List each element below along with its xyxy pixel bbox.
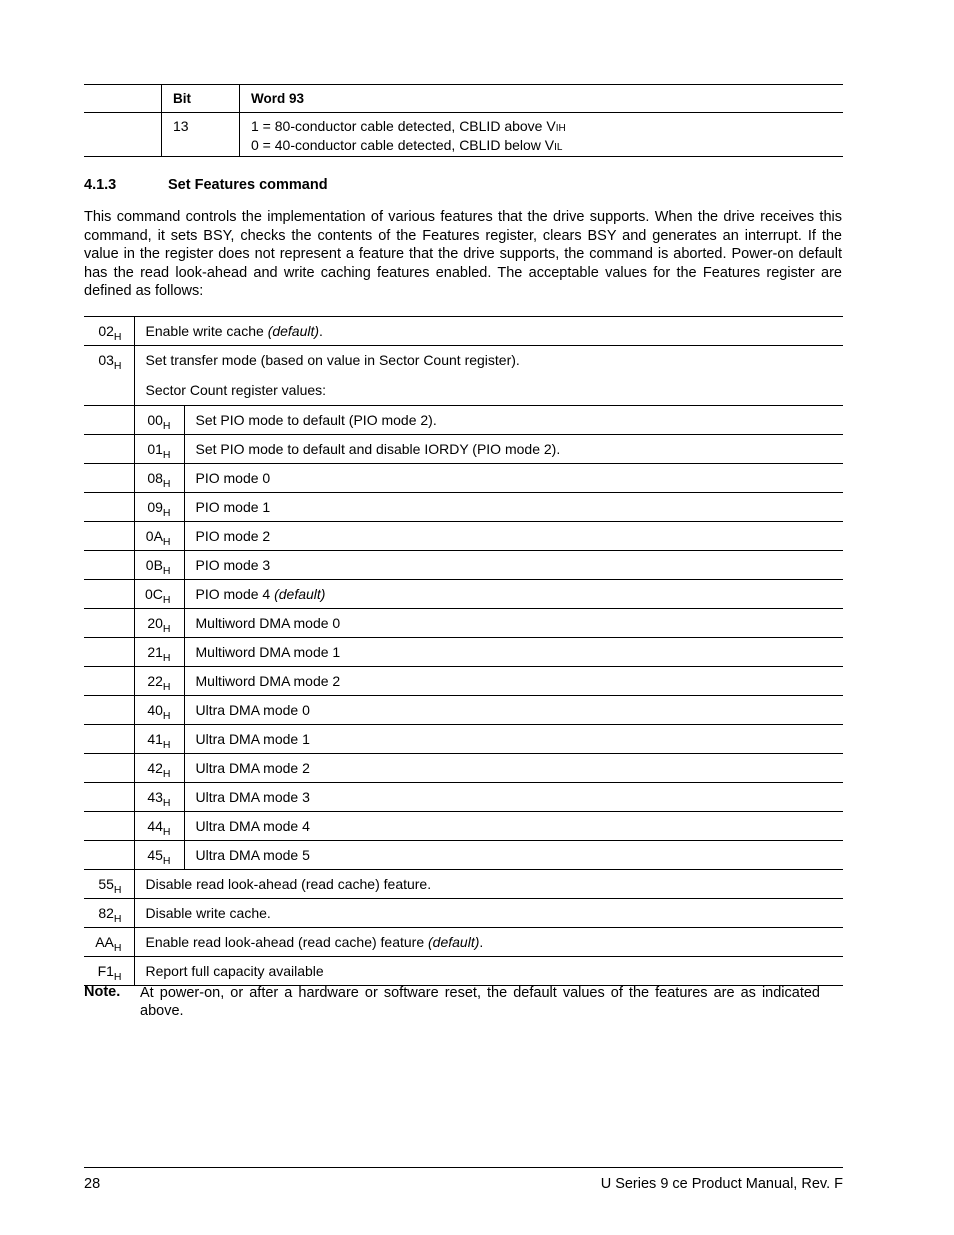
feature-description: Disable write cache. (134, 899, 843, 928)
section-paragraph: This command controls the implementation of various features that the drive supports. When the drive receives this command, it sets BSY, checks the contents of the Features register, clears BSY and generates an interrupt. If the value in the register does not represent a feature that the drive supports, the command is aborted. Power-on default has the read look-ahead and write caching features enabled. The acceptable values for the Features register are defined as follows: (84, 209, 842, 300)
bit-description (240, 113, 844, 157)
sector-count-code: $42_H$ (134, 754, 184, 783)
feature-code: $F1_H$ (84, 957, 134, 986)
feature-code: $82_H$ (84, 899, 134, 928)
table-blank-cell (84, 522, 134, 551)
table-row (84, 580, 843, 609)
table-row (84, 464, 843, 493)
bit-value: 13 (162, 113, 240, 157)
feature-description: Disable read look-ahead (read cache) feature. (134, 870, 843, 899)
sector-count-description: PIO mode 4 (default) (184, 580, 843, 609)
feature-description: Enable write cache (default). (134, 317, 843, 346)
table-row (84, 841, 843, 870)
desc-line-2: Sector Count register values: (145, 382, 327, 398)
table-blank-cell (84, 638, 134, 667)
table-blank-cell (84, 667, 134, 696)
sector-count-code: $01_H$ (134, 435, 184, 464)
table-row (84, 696, 843, 725)
table-row (84, 754, 843, 783)
sector-count-code: $08_H$ (134, 464, 184, 493)
table-blank-cell (84, 812, 134, 841)
sector-count-code: $45_H$ (134, 841, 184, 870)
table-row (84, 957, 843, 986)
desc-line: Set transfer mode (based on value in Sector Count register). (145, 352, 520, 368)
table-row (84, 493, 843, 522)
table-row (84, 725, 843, 754)
feature-description: Enable read look-ahead (read cache) feature (default). (134, 928, 843, 957)
desc-line-1: 1 = 80-conductor cable detected, CBLID above V (251, 118, 556, 134)
sector-count-code: $40_H$ (134, 696, 184, 725)
feature-description: Report full capacity available (134, 957, 843, 986)
desc-line-1-sub: IH (555, 123, 566, 134)
feature-code: $AA_H$ (84, 928, 134, 957)
desc-line-2: 0 = 40-conductor cable detected, CBLID below V (251, 137, 555, 153)
table-blank-cell (84, 493, 134, 522)
note-text: At power-on, or after a hardware or software reset, the default values of the features are as indicated above. (140, 985, 820, 1019)
table-blank-cell (84, 435, 134, 464)
footer-divider (84, 1167, 843, 1168)
features-table (84, 316, 843, 986)
table-row (84, 899, 843, 928)
sector-count-description: Ultra DMA mode 0 (184, 696, 843, 725)
table-row (84, 609, 843, 638)
table-blank-cell (84, 841, 134, 870)
table-blank-cell (84, 725, 134, 754)
table-blank-cell (84, 696, 134, 725)
table-blank-cell (84, 464, 134, 493)
table-blank-cell (84, 580, 134, 609)
table-blank-cell (84, 783, 134, 812)
sector-count-description: Multiword DMA mode 0 (184, 609, 843, 638)
sector-count-code: $0A_H$ (134, 522, 184, 551)
sector-count-code: $22_H$ (134, 667, 184, 696)
sector-count-description: PIO mode 2 (184, 522, 843, 551)
sector-count-description: Ultra DMA mode 1 (184, 725, 843, 754)
table-row (84, 928, 843, 957)
feature-code: $02_H$ (84, 317, 134, 346)
table-row (84, 522, 843, 551)
table-blank-cell (84, 551, 134, 580)
table-row (84, 551, 843, 580)
table-blank-cell (84, 609, 134, 638)
table-row (84, 870, 843, 899)
table-row (84, 317, 843, 346)
table-row (84, 638, 843, 667)
table-blank-cell (84, 113, 162, 157)
sector-count-code: $21_H$ (134, 638, 184, 667)
feature-code: $03_H$ (84, 346, 134, 406)
sector-count-code: $00_H$ (134, 406, 184, 435)
table-header-row (84, 85, 843, 113)
word93-table (84, 84, 843, 157)
sector-count-description: PIO mode 1 (184, 493, 843, 522)
sector-count-description: Ultra DMA mode 3 (184, 783, 843, 812)
table-row (84, 783, 843, 812)
note-label: Note. (84, 984, 121, 1000)
sector-count-code: $20_H$ (134, 609, 184, 638)
sector-count-description: Set PIO mode to default (PIO mode 2). (184, 406, 843, 435)
table-blank-cell (84, 85, 162, 113)
header-bit: Bit (162, 85, 240, 113)
table-blank-cell (84, 754, 134, 783)
table-row (84, 812, 843, 841)
table-row (84, 113, 843, 157)
sector-count-code: $0B_H$ (134, 551, 184, 580)
sector-count-description: Ultra DMA mode 2 (184, 754, 843, 783)
section-number: 4.1.3 (84, 177, 117, 193)
header-word93: Word 93 (240, 85, 844, 113)
sector-count-description: PIO mode 0 (184, 464, 843, 493)
desc-line-2-sub: IL (554, 142, 563, 153)
sector-count-code: $44_H$ (134, 812, 184, 841)
document-title: U Series 9 ce Product Manual, Rev. F (600, 1176, 843, 1192)
table-blank-cell (84, 406, 134, 435)
sector-count-description: Multiword DMA mode 2 (184, 667, 843, 696)
sector-count-code: $43_H$ (134, 783, 184, 812)
page-number: 28 (84, 1176, 101, 1192)
sector-count-description: PIO mode 3 (184, 551, 843, 580)
sector-count-description: Multiword DMA mode 1 (184, 638, 843, 667)
feature-code: $55_H$ (84, 870, 134, 899)
section-title: Set Features command (168, 177, 328, 193)
sector-count-description: Set PIO mode to default and disable IORDY (PIO mode 2). (184, 435, 843, 464)
table-row (84, 406, 843, 435)
sector-count-code: $09_H$ (134, 493, 184, 522)
feature-description (134, 346, 843, 406)
sector-count-description: Ultra DMA mode 4 (184, 812, 843, 841)
table-row (84, 667, 843, 696)
sector-count-code: $41_H$ (134, 725, 184, 754)
table-row (84, 435, 843, 464)
table-row (84, 346, 843, 406)
sector-count-code: $0C_H$ (134, 580, 184, 609)
sector-count-description: Ultra DMA mode 5 (184, 841, 843, 870)
